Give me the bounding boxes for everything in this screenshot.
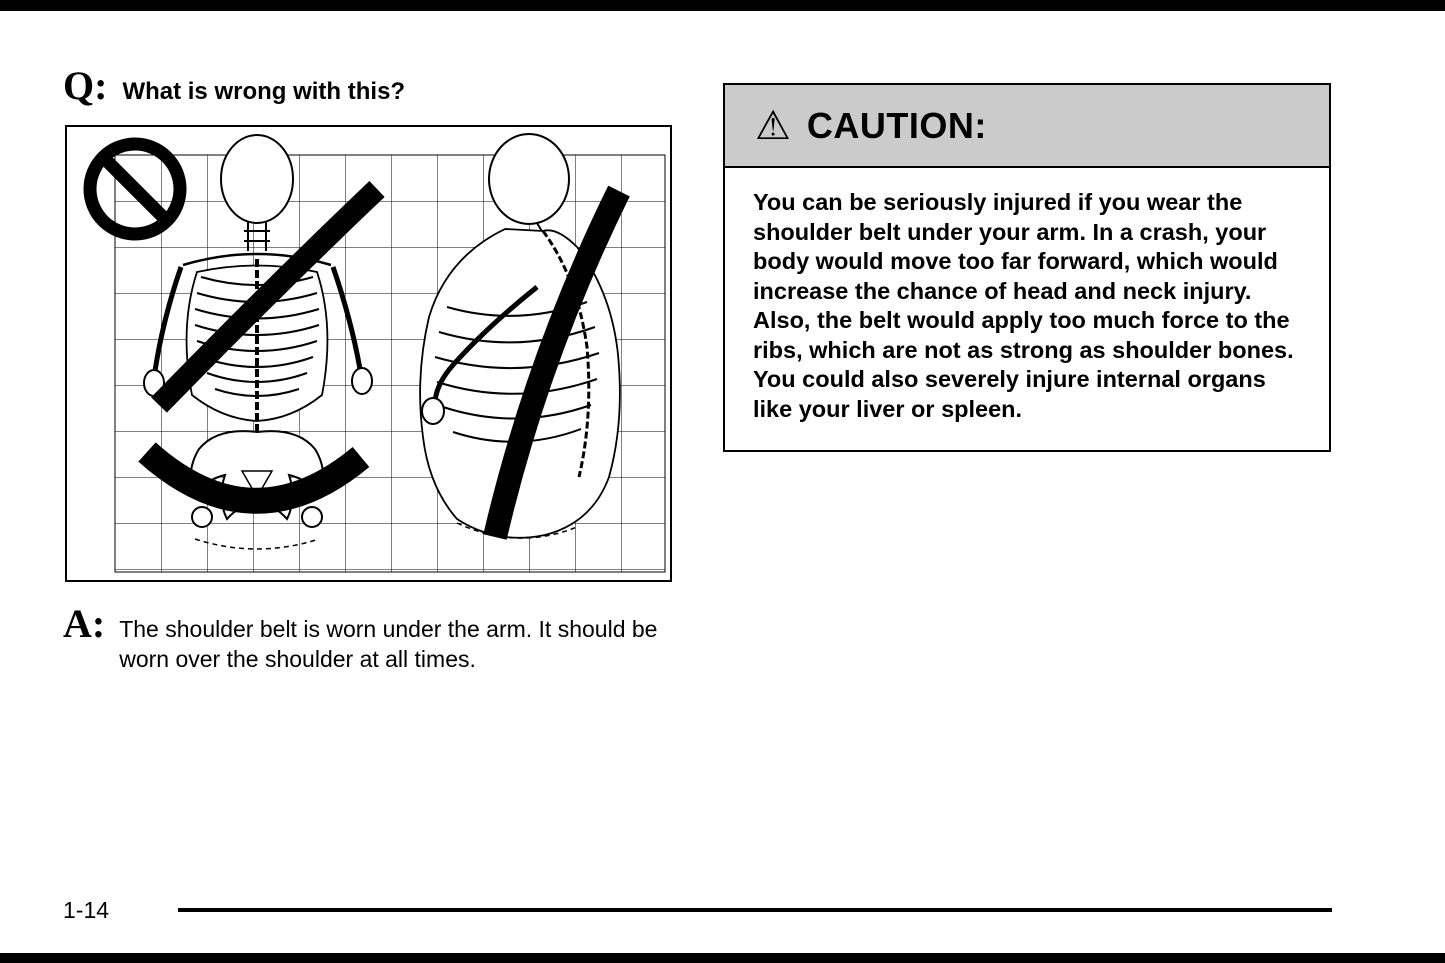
top-border-bar (0, 0, 1445, 11)
answer-label: A: (63, 601, 106, 646)
seatbelt-illustration (67, 127, 670, 580)
page-number: 1-14 (63, 897, 110, 923)
answer-line (63, 601, 677, 674)
caution-body-text: You can be seriously injured if you wear the shoulder belt under your arm. In a crash, your body would move too far forward, which would increase the chance of head and neck injury. Also, the belt would apply too much force to the ribs, which are not as strong as shoulder bones. You could also severely injure internal organs like your liver or spleen. (753, 189, 1294, 422)
question-text: What is wrong with this? (122, 78, 406, 105)
question-label: Q: (63, 63, 108, 108)
caution-box (723, 83, 1331, 452)
caution-header (725, 85, 1329, 168)
caution-title: CAUTION: (806, 104, 987, 146)
question-line (63, 63, 406, 108)
warning-triangle-icon: ⚠ (755, 102, 791, 149)
answer-text: The shoulder belt is worn under the arm. It should be worn over the shoulder at all times. (119, 616, 658, 672)
seatbelt-illustration-frame (65, 125, 672, 582)
footer-rule (178, 908, 1332, 912)
bottom-border-bar (0, 953, 1445, 963)
